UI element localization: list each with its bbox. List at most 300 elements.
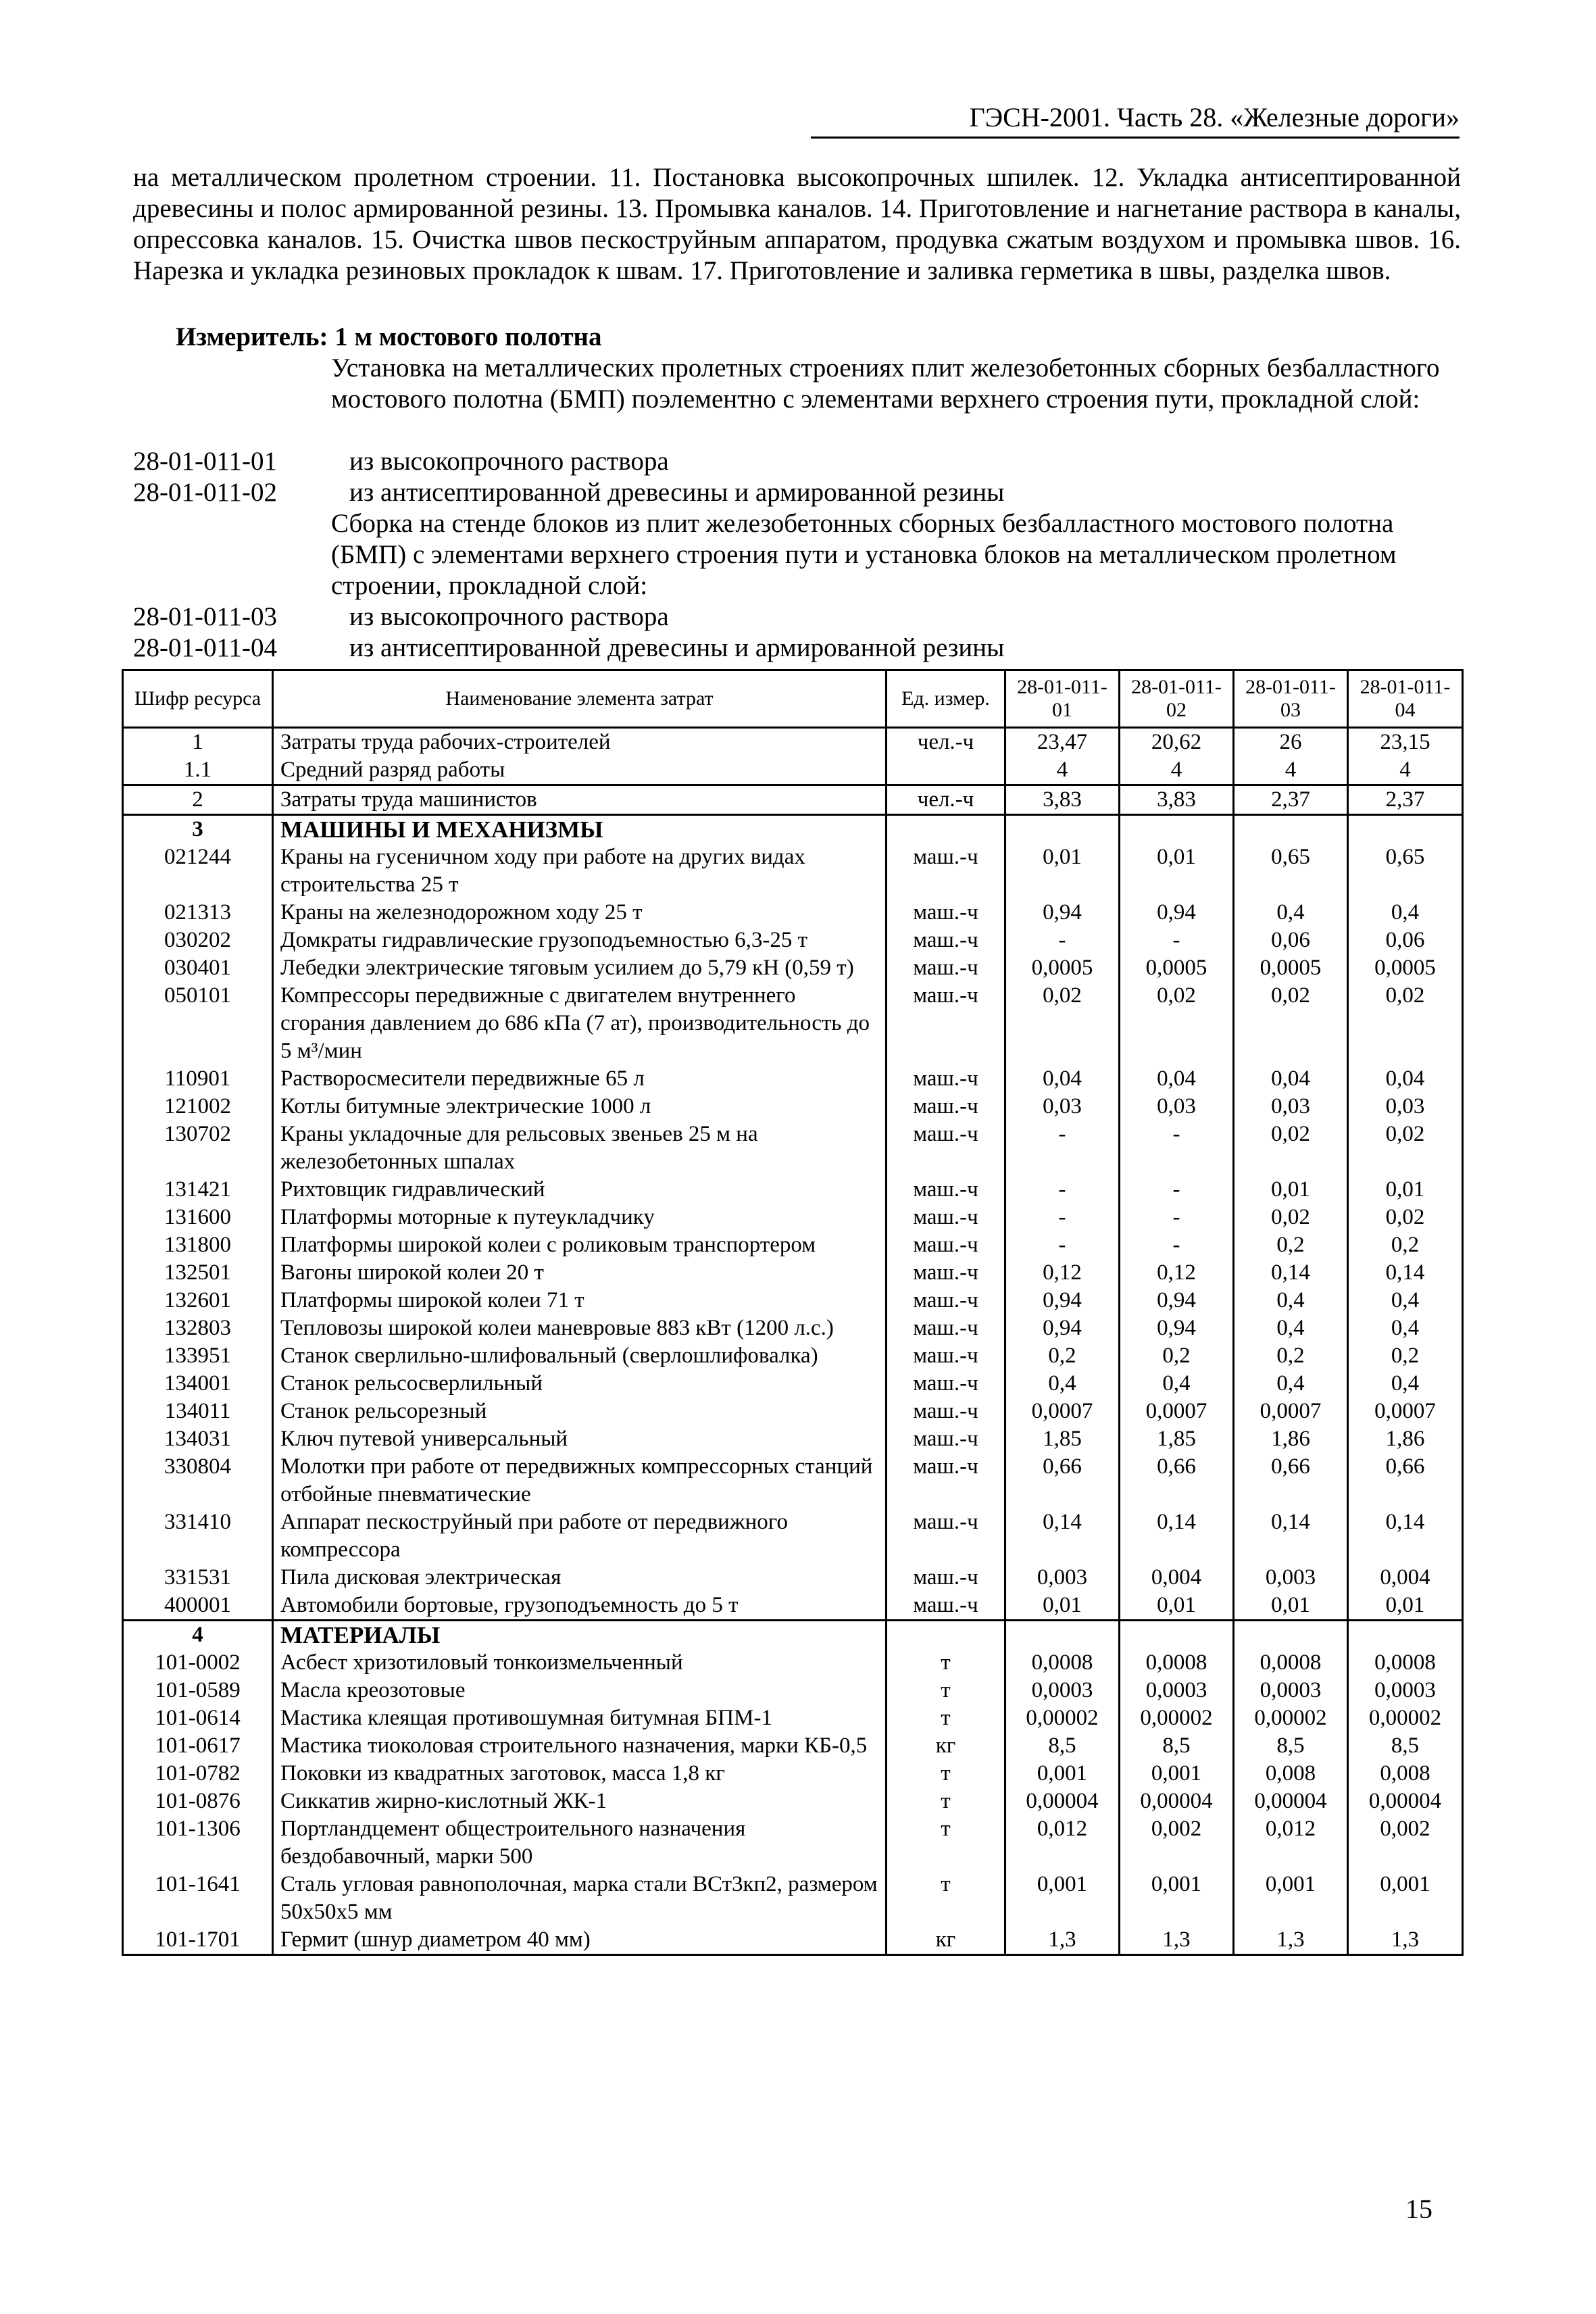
resource-name-cell: Краны укладочные для рельсовых звеньев 25 м на железобетонных шпалах — [273, 1121, 887, 1176]
value-cell-1 — [1005, 1621, 1120, 1650]
value-cell-1: 1,85 — [1005, 1425, 1120, 1453]
resource-code-cell: 134031 — [123, 1425, 273, 1453]
resource-code-cell: 131421 — [123, 1176, 273, 1204]
value-cell-3: 0,03 — [1234, 1093, 1348, 1121]
resource-name-cell: Молотки при работе от передвижных компрессорных станций отбойные пневматические — [273, 1453, 887, 1508]
resource-name-cell: Тепловозы широкой колеи маневровые 883 кВт (1200 л.с.) — [273, 1314, 887, 1342]
value-cell-3: 0,4 — [1234, 1287, 1348, 1314]
value-cell-2: 0,03 — [1120, 1093, 1234, 1121]
table-row — [123, 1704, 1463, 1732]
table-row — [123, 1871, 1463, 1926]
value-cell-1: 0,04 — [1005, 1065, 1120, 1093]
table-row — [123, 1204, 1463, 1231]
resource-code-cell: 2 — [123, 785, 273, 815]
item-code: 28-01-011-04 — [133, 633, 278, 662]
resource-name-cell: Портландцемент общестроительного назначения бездобавочный, марки 500 — [273, 1815, 887, 1871]
value-cell-1: 1,3 — [1005, 1926, 1120, 1955]
resource-code-cell: 121002 — [123, 1093, 273, 1121]
resource-name-cell: Затраты труда машинистов — [273, 785, 887, 815]
value-cell-2: 20,62 — [1120, 728, 1234, 757]
value-cell-3: 0,003 — [1234, 1564, 1348, 1592]
resource-name-cell: Вагоны широкой колеи 20 т — [273, 1259, 887, 1287]
value-cell-1: 0,0003 — [1005, 1677, 1120, 1704]
resource-name-cell: Станок сверлильно-шлифовальный (сверлошлифовалка) — [273, 1342, 887, 1370]
value-cell-3: 0,4 — [1234, 1314, 1348, 1342]
value-cell-4: 0,01 — [1348, 1592, 1463, 1621]
table-row — [123, 1342, 1463, 1370]
value-cell-1: 0,003 — [1005, 1564, 1120, 1592]
value-cell-2: 0,0007 — [1120, 1398, 1234, 1425]
unit-cell: т — [887, 1871, 1005, 1926]
value-cell-1: 3,83 — [1005, 785, 1120, 815]
resource-code-cell: 101-0002 — [123, 1649, 273, 1677]
unit-cell — [887, 1621, 1005, 1650]
value-cell-4: 1,86 — [1348, 1425, 1463, 1453]
resource-name-cell: Мастика клеящая противошумная битумная БПМ-1 — [273, 1704, 887, 1732]
resource-name-cell: Ключ путевой универсальный — [273, 1425, 887, 1453]
value-cell-2: 0,04 — [1120, 1065, 1234, 1093]
value-cell-2: 0,14 — [1120, 1508, 1234, 1564]
value-cell-4: 0,00004 — [1348, 1788, 1463, 1815]
group2-item — [133, 601, 1461, 633]
unit-cell: маш.-ч — [887, 1231, 1005, 1259]
resource-code-cell: 134001 — [123, 1370, 273, 1398]
value-cell-1: 0,12 — [1005, 1259, 1120, 1287]
value-cell-3: 0,01 — [1234, 1592, 1348, 1621]
resource-name-cell: Мастика тиоколовая строительного назначения, марки КБ-0,5 — [273, 1732, 887, 1760]
table-row — [123, 1065, 1463, 1093]
unit-cell: чел.-ч — [887, 728, 1005, 757]
unit-cell: т — [887, 1788, 1005, 1815]
resource-code-cell: 101-0589 — [123, 1677, 273, 1704]
resource-code-cell: 021313 — [123, 899, 273, 927]
resource-name-cell: Масла креозотовые — [273, 1677, 887, 1704]
value-cell-4: 0,00002 — [1348, 1704, 1463, 1732]
resource-code-cell: 3 — [123, 815, 273, 844]
group2-item — [133, 633, 1461, 664]
value-cell-4: 0,04 — [1348, 1065, 1463, 1093]
item-code: 28-01-011-01 — [133, 447, 278, 476]
value-cell-4: 1,3 — [1348, 1926, 1463, 1955]
value-cell-4: 0,2 — [1348, 1231, 1463, 1259]
value-cell-1: 0,2 — [1005, 1342, 1120, 1370]
value-cell-2: 0,01 — [1120, 843, 1234, 899]
resource-code-cell: 131800 — [123, 1231, 273, 1259]
value-cell-2: - — [1120, 1176, 1234, 1204]
value-cell-3: 0,012 — [1234, 1815, 1348, 1871]
value-cell-2: 8,5 — [1120, 1732, 1234, 1760]
unit-cell: маш.-ч — [887, 1342, 1005, 1370]
item-code: 28-01-011-02 — [133, 478, 278, 507]
resource-code-cell: 030401 — [123, 954, 273, 982]
table-row — [123, 1121, 1463, 1176]
unit-cell: маш.-ч — [887, 1425, 1005, 1453]
value-cell-1: 0,0007 — [1005, 1398, 1120, 1425]
value-cell-4: 0,4 — [1348, 1370, 1463, 1398]
value-cell-2 — [1120, 1621, 1234, 1650]
value-cell-1: 0,0008 — [1005, 1649, 1120, 1677]
value-cell-1: 0,0005 — [1005, 954, 1120, 982]
resource-name-cell: Платформы моторные к путеукладчику — [273, 1204, 887, 1231]
value-cell-1: - — [1005, 927, 1120, 954]
table-row — [123, 1592, 1463, 1621]
value-cell-2: 0,01 — [1120, 1592, 1234, 1621]
value-cell-4: 0,66 — [1348, 1453, 1463, 1508]
resource-code-cell: 134011 — [123, 1398, 273, 1425]
item-text: из высокопрочного раствора — [349, 447, 669, 476]
value-cell-2: 3,83 — [1120, 785, 1234, 815]
unit-cell: т — [887, 1677, 1005, 1704]
value-cell-1: - — [1005, 1204, 1120, 1231]
value-cell-2: 0,94 — [1120, 1287, 1234, 1314]
table-row — [123, 1287, 1463, 1314]
table-row — [123, 1398, 1463, 1425]
value-cell-4: 0,14 — [1348, 1259, 1463, 1287]
value-cell-4: 0,0005 — [1348, 954, 1463, 982]
table-row — [123, 1093, 1463, 1121]
resource-code-cell: 132501 — [123, 1259, 273, 1287]
unit-cell — [887, 756, 1005, 785]
value-cell-4: 0,004 — [1348, 1564, 1463, 1592]
value-cell-2: 0,002 — [1120, 1815, 1234, 1871]
unit-cell: маш.-ч — [887, 1259, 1005, 1287]
table-row — [123, 982, 1463, 1065]
unit-cell: маш.-ч — [887, 1121, 1005, 1176]
unit-cell: маш.-ч — [887, 1564, 1005, 1592]
resource-name-cell: Аппарат пескоструйный при работе от передвижного компрессора — [273, 1508, 887, 1564]
resource-name-cell: Станок рельсосверлильный — [273, 1370, 887, 1398]
unit-cell — [887, 815, 1005, 844]
value-cell-4: 0,4 — [1348, 1314, 1463, 1342]
value-cell-4: 8,5 — [1348, 1732, 1463, 1760]
value-cell-1: 0,001 — [1005, 1760, 1120, 1788]
resource-norms-table — [122, 669, 1464, 1956]
value-cell-2: 0,001 — [1120, 1871, 1234, 1926]
unit-cell: маш.-ч — [887, 1176, 1005, 1204]
value-cell-3: 4 — [1234, 756, 1348, 785]
resource-code-cell: 101-1701 — [123, 1926, 273, 1955]
resource-code-cell: 330804 — [123, 1453, 273, 1508]
value-cell-2: - — [1120, 1204, 1234, 1231]
value-cell-3: 0,01 — [1234, 1176, 1348, 1204]
value-cell-3: 0,02 — [1234, 982, 1348, 1065]
value-cell-2: - — [1120, 1121, 1234, 1176]
value-cell-4: 0,4 — [1348, 1287, 1463, 1314]
value-cell-2: 0,001 — [1120, 1760, 1234, 1788]
value-cell-1: 4 — [1005, 756, 1120, 785]
value-cell-2 — [1120, 815, 1234, 844]
table-row — [123, 1815, 1463, 1871]
table-row — [123, 1453, 1463, 1508]
value-cell-3: 0,2 — [1234, 1342, 1348, 1370]
intro-paragraph: на металлическом пролетном строении. 11. Постановка высокопрочных шпилек. 12. Укладка антисептированной древесины и полос армированной резины. 13. Промывка каналов. 14. Приготовление и нагнетание раствора в каналы, опрессовка каналов. 15. Очистка швов пескоструйным аппаратом, продувка сжатым воздухом и промывка швов. 16. Нарезка и укладка резиновых прокладок к швам. 17. Приготовление и заливка герметика в швы, разделка швов. — [133, 163, 1461, 285]
resource-name-cell: Пила дисковая электрическая — [273, 1564, 887, 1592]
table-row — [123, 1760, 1463, 1788]
group1-item — [133, 446, 1461, 477]
unit-cell: маш.-ч — [887, 954, 1005, 982]
resource-code-cell: 4 — [123, 1621, 273, 1650]
header-col-1: 28-01-011-01 — [1005, 670, 1120, 728]
resource-name-cell: Домкраты гидравлические грузоподъемностью 6,3-25 т — [273, 927, 887, 954]
unit-cell: маш.-ч — [887, 1204, 1005, 1231]
table-row — [123, 1231, 1463, 1259]
value-cell-3: 26 — [1234, 728, 1348, 757]
resource-name-cell: Платформы широкой колеи 71 т — [273, 1287, 887, 1314]
value-cell-4 — [1348, 1621, 1463, 1650]
value-cell-4: 0,002 — [1348, 1815, 1463, 1871]
resource-name-cell: Рихтовщик гидравлический — [273, 1176, 887, 1204]
resource-code-cell: 110901 — [123, 1065, 273, 1093]
value-cell-3: 0,00002 — [1234, 1704, 1348, 1732]
value-cell-2: 0,12 — [1120, 1259, 1234, 1287]
value-cell-4: 2,37 — [1348, 785, 1463, 815]
value-cell-2: 1,85 — [1120, 1425, 1234, 1453]
value-cell-2: 0,00002 — [1120, 1704, 1234, 1732]
value-cell-1: 0,94 — [1005, 1287, 1120, 1314]
resource-code-cell: 101-1641 — [123, 1871, 273, 1926]
resource-code-cell: 133951 — [123, 1342, 273, 1370]
value-cell-4: 0,06 — [1348, 927, 1463, 954]
value-cell-4: 0,02 — [1348, 982, 1463, 1065]
group1-item — [133, 477, 1461, 508]
value-cell-3: 0,4 — [1234, 899, 1348, 927]
table-row — [123, 1176, 1463, 1204]
value-cell-2: 0,00004 — [1120, 1788, 1234, 1815]
value-cell-1: 0,01 — [1005, 1592, 1120, 1621]
value-cell-2: 0,02 — [1120, 982, 1234, 1065]
resource-code-cell: 1 — [123, 728, 273, 757]
meter-line: Измеритель: 1 м мостового полотна — [176, 322, 602, 351]
value-cell-3: 1,86 — [1234, 1425, 1348, 1453]
value-cell-3: 0,06 — [1234, 927, 1348, 954]
unit-cell: чел.-ч — [887, 785, 1005, 815]
value-cell-3: 0,008 — [1234, 1760, 1348, 1788]
value-cell-1: 8,5 — [1005, 1732, 1120, 1760]
value-cell-3: 0,04 — [1234, 1065, 1348, 1093]
table-row — [123, 1425, 1463, 1453]
header-col-2: 28-01-011-02 — [1120, 670, 1234, 728]
value-cell-4: 0,0008 — [1348, 1649, 1463, 1677]
value-cell-3: 0,0003 — [1234, 1677, 1348, 1704]
header-unit: Ед. измер. — [887, 670, 1005, 728]
table-section-row — [123, 1621, 1463, 1650]
unit-cell: маш.-ч — [887, 899, 1005, 927]
value-cell-4: 0,001 — [1348, 1871, 1463, 1926]
value-cell-1: 0,001 — [1005, 1871, 1120, 1926]
value-cell-2: 0,0003 — [1120, 1677, 1234, 1704]
resource-name-cell: МАШИНЫ И МЕХАНИЗМЫ — [273, 815, 887, 844]
value-cell-2: 0,0008 — [1120, 1649, 1234, 1677]
resource-code-cell: 131600 — [123, 1204, 273, 1231]
group2-heading: Сборка на стенде блоков из плит железобетонных сборных безбалластного мостового полотна (БМП) с элементами верхнего строения пути и установка блоков на металлическом пролетном строении, прокладной слой: — [331, 509, 1397, 600]
resource-code-cell: 030202 — [123, 927, 273, 954]
value-cell-3: 0,0008 — [1234, 1649, 1348, 1677]
table-row — [123, 1732, 1463, 1760]
unit-cell: маш.-ч — [887, 1287, 1005, 1314]
resource-code-cell: 050101 — [123, 982, 273, 1065]
value-cell-1: 0,14 — [1005, 1508, 1120, 1564]
value-cell-4 — [1348, 815, 1463, 844]
value-cell-1: 0,012 — [1005, 1815, 1120, 1871]
unit-cell: маш.-ч — [887, 927, 1005, 954]
value-cell-1: 0,00002 — [1005, 1704, 1120, 1732]
value-cell-3 — [1234, 1621, 1348, 1650]
value-cell-1: 0,03 — [1005, 1093, 1120, 1121]
value-cell-4: 0,008 — [1348, 1760, 1463, 1788]
value-cell-4: 0,2 — [1348, 1342, 1463, 1370]
table-row — [123, 954, 1463, 982]
value-cell-4: 0,0007 — [1348, 1398, 1463, 1425]
value-cell-3: 0,001 — [1234, 1871, 1348, 1926]
table-row — [123, 1259, 1463, 1287]
resource-code-cell: 101-0617 — [123, 1732, 273, 1760]
value-cell-3: 0,0007 — [1234, 1398, 1348, 1425]
resource-code-cell: 132601 — [123, 1287, 273, 1314]
table-row — [123, 927, 1463, 954]
table-body — [123, 728, 1463, 1955]
resource-code-cell: 331410 — [123, 1508, 273, 1564]
value-cell-3: 0,02 — [1234, 1121, 1348, 1176]
header-col-4: 28-01-011-04 — [1348, 670, 1463, 728]
value-cell-1: 23,47 — [1005, 728, 1120, 757]
resource-name-cell: Лебедки электрические тяговым усилием до 5,79 кН (0,59 т) — [273, 954, 887, 982]
item-text: из антисептированной древесины и армированной резины — [349, 633, 1005, 662]
resource-code-cell: 331531 — [123, 1564, 273, 1592]
table-row — [123, 1926, 1463, 1955]
value-cell-1: 0,94 — [1005, 899, 1120, 927]
unit-cell: маш.-ч — [887, 982, 1005, 1065]
resource-code-cell: 101-1306 — [123, 1815, 273, 1871]
value-cell-3: 0,0005 — [1234, 954, 1348, 982]
value-cell-3 — [1234, 815, 1348, 844]
unit-cell: т — [887, 1760, 1005, 1788]
value-cell-1: 0,01 — [1005, 843, 1120, 899]
table-row — [123, 1677, 1463, 1704]
item-text: из антисептированной древесины и армированной резины — [349, 478, 1005, 507]
value-cell-3: 2,37 — [1234, 785, 1348, 815]
table-section-row — [123, 815, 1463, 844]
table-row — [123, 899, 1463, 927]
group1-heading: Установка на металлических пролетных строениях плит железобетонных сборных безбалластного мостового полотна (БМП) поэлементно с элементами верхнего строения пути, прокладной слой: — [331, 353, 1440, 414]
table-row — [123, 756, 1463, 785]
value-cell-1: 0,66 — [1005, 1453, 1120, 1508]
resource-code-cell: 130702 — [123, 1121, 273, 1176]
resource-name-cell: Сталь угловая равнополочная, марка стали ВСт3кп2, размером 50х50х5 мм — [273, 1871, 887, 1926]
value-cell-2: 0,94 — [1120, 1314, 1234, 1342]
resource-name-cell: Гермит (шнур диаметром 40 мм) — [273, 1926, 887, 1955]
value-cell-2: 0,4 — [1120, 1370, 1234, 1398]
value-cell-3: 8,5 — [1234, 1732, 1348, 1760]
unit-cell: маш.-ч — [887, 1370, 1005, 1398]
value-cell-4: 0,4 — [1348, 899, 1463, 927]
table-header-row — [123, 670, 1463, 728]
resource-name-cell: Растворосмесители передвижные 65 л — [273, 1065, 887, 1093]
value-cell-4: 0,65 — [1348, 843, 1463, 899]
value-cell-2: 0,2 — [1120, 1342, 1234, 1370]
value-cell-1: - — [1005, 1176, 1120, 1204]
unit-cell: маш.-ч — [887, 1065, 1005, 1093]
table-row — [123, 1564, 1463, 1592]
table-row — [123, 728, 1463, 757]
value-cell-4: 0,14 — [1348, 1508, 1463, 1564]
value-cell-4: 0,03 — [1348, 1093, 1463, 1121]
value-cell-1: 0,02 — [1005, 982, 1120, 1065]
value-cell-2: 1,3 — [1120, 1926, 1234, 1955]
value-cell-4: 0,02 — [1348, 1204, 1463, 1231]
unit-cell: маш.-ч — [887, 843, 1005, 899]
resource-code-cell: 1.1 — [123, 756, 273, 785]
value-cell-3: 0,66 — [1234, 1453, 1348, 1508]
resource-code-cell: 101-0614 — [123, 1704, 273, 1732]
value-cell-2: 0,0005 — [1120, 954, 1234, 982]
value-cell-4: 23,15 — [1348, 728, 1463, 757]
table-row — [123, 1314, 1463, 1342]
value-cell-2: 0,66 — [1120, 1453, 1234, 1508]
item-code: 28-01-011-03 — [133, 602, 278, 631]
unit-cell: маш.-ч — [887, 1314, 1005, 1342]
value-cell-1: 0,4 — [1005, 1370, 1120, 1398]
value-cell-1 — [1005, 815, 1120, 844]
unit-cell: кг — [887, 1732, 1005, 1760]
resource-code-cell: 101-0782 — [123, 1760, 273, 1788]
unit-cell: маш.-ч — [887, 1453, 1005, 1508]
resource-code-cell: 101-0876 — [123, 1788, 273, 1815]
unit-cell: маш.-ч — [887, 1592, 1005, 1621]
resource-name-cell: Платформы широкой колеи с роликовым транспортером — [273, 1231, 887, 1259]
value-cell-3: 0,4 — [1234, 1370, 1348, 1398]
header-name: Наименование элемента затрат — [273, 670, 887, 728]
value-cell-2: - — [1120, 1231, 1234, 1259]
value-cell-3: 0,02 — [1234, 1204, 1348, 1231]
resource-name-cell: Компрессоры передвижные с двигателем внутреннего сгорания давлением до 686 кПа (7 ат), производительность до 5 м³/мин — [273, 982, 887, 1065]
unit-cell: т — [887, 1649, 1005, 1677]
resource-code-cell: 132803 — [123, 1314, 273, 1342]
value-cell-3: 0,65 — [1234, 843, 1348, 899]
resource-code-cell: 400001 — [123, 1592, 273, 1621]
resource-name-cell: Поковки из квадратных заготовок, масса 1,8 кг — [273, 1760, 887, 1788]
value-cell-3: 0,14 — [1234, 1508, 1348, 1564]
resource-name-cell: МАТЕРИАЛЫ — [273, 1621, 887, 1650]
value-cell-2: - — [1120, 927, 1234, 954]
header-code: Шифр ресурса — [123, 670, 273, 728]
value-cell-3: 0,00004 — [1234, 1788, 1348, 1815]
unit-cell: т — [887, 1704, 1005, 1732]
resource-name-cell: Краны на железнодорожном ходу 25 т — [273, 899, 887, 927]
resource-name-cell: Станок рельсорезный — [273, 1398, 887, 1425]
resource-name-cell: Средний разряд работы — [273, 756, 887, 785]
value-cell-1: - — [1005, 1231, 1120, 1259]
unit-cell: кг — [887, 1926, 1005, 1955]
value-cell-3: 1,3 — [1234, 1926, 1348, 1955]
table-row — [123, 785, 1463, 815]
value-cell-4: 0,0003 — [1348, 1677, 1463, 1704]
table-row — [123, 843, 1463, 899]
resource-name-cell: Краны на гусеничном ходу при работе на других видах строительства 25 т — [273, 843, 887, 899]
value-cell-1: 0,94 — [1005, 1314, 1120, 1342]
unit-cell: маш.-ч — [887, 1508, 1005, 1564]
value-cell-2: 0,004 — [1120, 1564, 1234, 1592]
value-cell-4: 0,01 — [1348, 1176, 1463, 1204]
value-cell-1: 0,00004 — [1005, 1788, 1120, 1815]
running-head: ГЭСН-2001. Часть 28. «Железные дороги» — [811, 101, 1460, 139]
unit-cell: маш.-ч — [887, 1398, 1005, 1425]
resource-name-cell: Автомобили бортовые, грузоподъемность до 5 т — [273, 1592, 887, 1621]
value-cell-4: 0,02 — [1348, 1121, 1463, 1176]
table-row — [123, 1370, 1463, 1398]
value-cell-3: 0,2 — [1234, 1231, 1348, 1259]
resource-name-cell: Котлы битумные электрические 1000 л — [273, 1093, 887, 1121]
unit-cell: маш.-ч — [887, 1093, 1005, 1121]
